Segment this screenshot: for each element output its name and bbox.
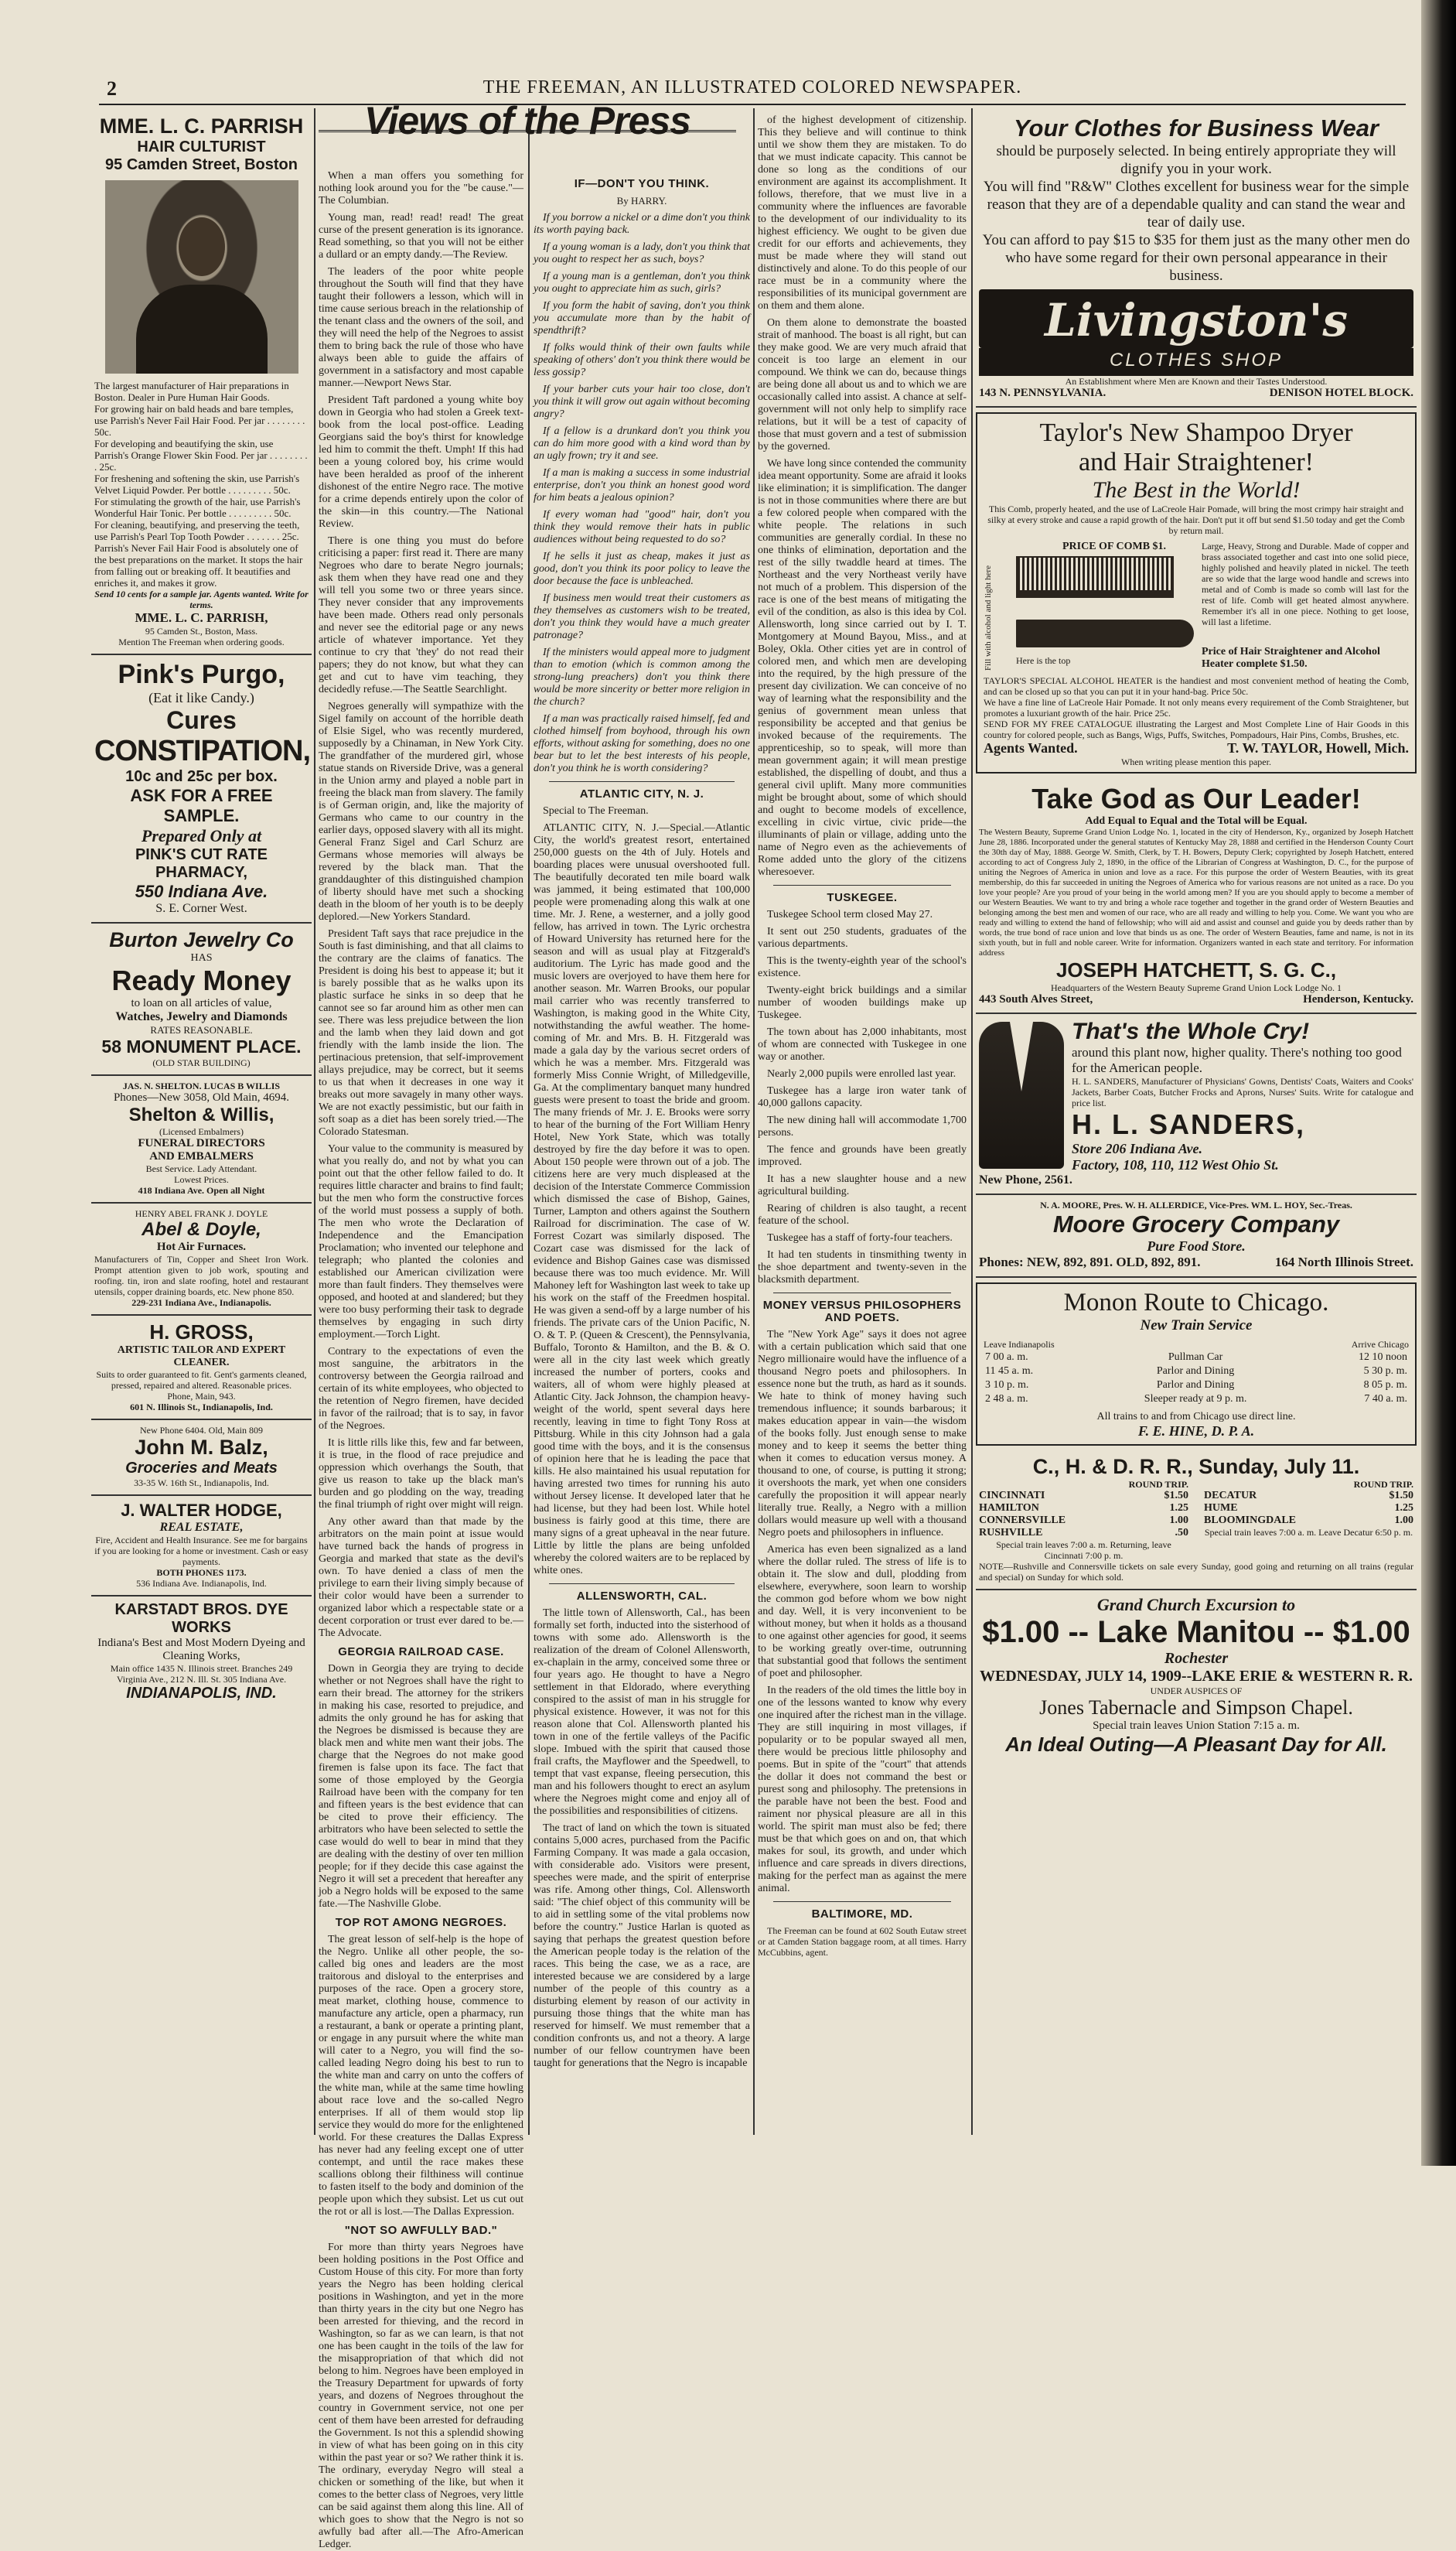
article-paragraph: of the highest development of citizenship. This they believe and will continue to think until we show them they are mistaken. To do that we must indicate capacity. This cannot be done so long as the conditions of our environment are against its accomplishment. It follows, therefore, that we must live in a community where the influences are favorable to the development of our individuality to its highest efficiency. We ought to be given due credit for our efforts and achievements, they must be made where they will stand out distinctively and alone. To do this people of our race must be in a community where the responsibilities of its municipal government are on them and them alone.: [758, 114, 967, 312]
section-heading: IF—DON'T YOU THINK.: [574, 177, 710, 190]
article-paragraph: If every woman had "good" hair, don't you think they would remove their hats in public audiences without being requested to do so?: [534, 509, 750, 545]
column-ads-left: [91, 114, 312, 2133]
clothes-p1: should be purposely selected. In being entirely appropriate they will dignify you in your work.: [996, 143, 1396, 177]
karstadt-address: Main office 1435 N. Illinois street. Branches 249 Virginia Ave., 212 N. Ill. St. 305 Indiana Ave.: [110, 1663, 293, 1685]
parrish-item: For freshening and softening the skin, use Parrish's Velvet Liquid Powder. Per bottle . . . . . . . . . 50c.: [94, 473, 300, 496]
section-heading: TUSKEGEE.: [827, 891, 898, 904]
western-beauty-ad: [976, 778, 1417, 1014]
parrish-ad: [91, 114, 312, 655]
section-heading: ATLANTIC CITY, N. J.: [579, 787, 704, 801]
pinks-title: Pink's Purgo,: [118, 660, 285, 689]
monon-leave: Leave Indianapolis: [984, 1339, 1055, 1350]
chd-note: NOTE—Rushville and Connersville tickets on sale every Sunday, good going and returning on all trains (regular and special) on Sunday for which sold.: [979, 1561, 1413, 1583]
lake-date: WEDNESDAY, JULY 14, 1909--LAKE ERIE & WESTERN R. R.: [979, 1668, 1413, 1685]
parrish-item: For cleaning, beautifying, and preserving the teeth, use Parrish's Pearl Top Tooth Powder . . . . . . . 25c.: [94, 519, 300, 542]
sanders-store: Store 206 Indiana Ave.: [1072, 1141, 1203, 1156]
parrish-mention: Mention The Freeman when ordering goods.: [118, 637, 285, 647]
column-ads-right: [976, 114, 1417, 2133]
schedule-row: [984, 1364, 1409, 1378]
article-paragraph: It is little rills like this, few and far between, it is true, in the flood of race prejudice and oppression which overhangs the South, that give us reason to take up the black man's burden and go plodding on the way, treading the final triumph of right over might will reign.: [319, 1437, 523, 1511]
pinks-ask: ASK FOR A FREE SAMPLE.: [130, 786, 273, 825]
gross-sub: ARTISTIC TAILOR AND EXPERT CLEANER.: [117, 1344, 286, 1368]
article-paragraph: If a man was practically raised himself, fed and clothed himself from boyhood, through his own efforts, without asking for something, does no one bear but to let the best interests of his people, don't you think he is worth considering?: [534, 713, 750, 774]
comb-illustration: [1016, 556, 1174, 598]
livingston-logo: Livingston's: [979, 289, 1413, 348]
article-paragraph: We have long since contended the community idea meant opportunity. Some are afraid it looks like elimination; it is simplification. The danger is not in those communities where there are but a few colored people when compared with the white people. The relations in such communities are generally cordial. In these no one thinks of elimination, deportation and the rest of the silly twaddle heard at times. The Northeast and the very Northeast verily have not much of a problem. This dispersion of the race is one of the best means of mitigating the evil of the condition, as also is this idea by Col. Allensworth, long since carried out by I. T. Montgomery at Mound Bayou, Miss., and at Boley, Okla. Other cities yet are in control of colored men, and which men are developing into the required, by the high pressure of the present day civilization. We can conceive of no way of learning what the responsibility and the genius of government mean unless that responsibility be accepted and that genius be invoked because of the requirements. The apprenticeship, so to speak, will more than mean government again; it will mean prestige established, the dispelling of doubt, and thus a general civil uplift. Many more communities might be brought about, some of which should and ought to become models of excellence, excelling in civic virtue, civic pride—the illuminants of plain or village, adding unto the name of Negro even as the achievements of Rome added unto the glory of the citizens wheresoever.: [758, 458, 967, 878]
depart-time: 7 00 a. m.: [985, 1351, 1028, 1363]
hodge-phones: BOTH PHONES 1173.: [156, 1567, 247, 1578]
fare: 1.25: [1394, 1502, 1413, 1514]
shelton-ad: [91, 1076, 312, 1204]
column-rule: [971, 108, 973, 2135]
article-paragraph: Twenty-eight brick buildings and a similar number of wooden buildings make up Tuskegee.: [758, 985, 967, 1021]
article-paragraph: Contrary to the expectations of even the most sanguine, the arbitrators in the controversy between the Georgia railroad and certain of its white employees, who objected to the retention of Negro firemen, have decided in favor of the railroad; that is to say, in favor of the Negroes.: [319, 1346, 523, 1432]
parrish-subtitle: HAIR CULTURIST: [137, 138, 266, 155]
train-type: Sleeper ready at 9 p. m.: [1144, 1393, 1247, 1405]
lake-title: Grand Church Excursion to: [1096, 1595, 1296, 1614]
god-name: JOSEPH HATCHETT, S. G. C.,: [1055, 958, 1337, 982]
pinks-sub: (Eat it like Candy.): [148, 690, 254, 705]
karstadt-sub: Indiana's Best and Most Modern Dyeing and Cleaning Works,: [97, 1637, 305, 1662]
article-paragraph: When a man offers you something for nothing look around you for the "be cause."—The Columbian.: [319, 170, 523, 207]
taylor-ad: [976, 412, 1417, 773]
article-paragraph: If a young man is a gentleman, don't you think you ought to appreciate him as such, girls?: [534, 271, 750, 295]
train-type: Pullman Car: [1168, 1351, 1223, 1363]
article-paragraph: The Freeman can be found at 602 South Eutaw street or at Camden Station baggage room, at all times. Harry McCubbins, agent.: [758, 1925, 967, 1958]
newspaper-title: THE FREEMAN, AN ILLUSTRATED COLORED NEWSPAPER.: [482, 77, 1022, 97]
article-paragraph: If a young woman is a lady, don't you think that you ought to respect her as such, boys?: [534, 241, 750, 265]
arrive-time: 5 30 p. m.: [1363, 1365, 1407, 1377]
column-views-2: [534, 172, 750, 2133]
pinks-price: 10c and 25c per box.: [125, 768, 278, 785]
burton-loan: to loan on all articles of value,: [131, 997, 272, 1009]
clothes-title: Your Clothes for Business Wear: [1014, 114, 1379, 142]
depart-time: 2 48 a. m.: [985, 1393, 1028, 1405]
hodge-address: 536 Indiana Ave. Indianapolis, Ind.: [136, 1578, 267, 1589]
straightener-illustration: [1016, 620, 1194, 647]
moore-title: Moore Grocery Company: [1052, 1211, 1340, 1238]
article-paragraph: Young man, read! read! read! The great curse of the present generation is its ignorance. Read something, so that you will not be either a dullard or an empty dandy.—The Review.: [319, 212, 523, 261]
byline: By HARRY.: [616, 195, 667, 207]
article-paragraph: Down in Georgia they are trying to decide whether or not Negroes shall have the right to earn their bread. The attorney for the strikers in making his case, resorted to prejudice, and admits the only ground he has for asking that the Negroes be dismissed is because they are black men and white men want their jobs. The charge that the Negroes do not make good firemen is false upon its face. The fact that some of those employed by the Georgia Railroad have been with the company for ten and fifteen years is the best evidence that can be cited to prove their efficiency. The arbitrators who have been selected to settle the case would do well to bear in mind that they are dealing with the destiny of over ten million people; for if they decide this case against the Negro it will set a precedent that hereafter any job a Negro holds will be exposed to the same fate.—The Nashville Globe.: [319, 1663, 523, 1910]
schedule-row: [984, 1392, 1409, 1406]
divider: [773, 885, 951, 886]
abel-address: 229-231 Indiana Ave., Indianapolis.: [131, 1297, 271, 1308]
sanders-phone: New Phone, 2561.: [979, 1173, 1072, 1187]
article-paragraph: If a man is making a success in some industrial enterprise, don't you think an honest good word for him beats a jealous opinion?: [534, 467, 750, 504]
section-heading: TOP ROT AMONG NEGROES.: [335, 1916, 507, 1929]
parrish-intro: The largest manufacturer of Hair preparations in Boston. Dealer in Pure Human Hair Goods.: [94, 380, 289, 403]
parrish-item: For stimulating the growth of the hair, use Parrish's Wonderful Hair Tonic. Per bottle . . . . . . . . . 50c.: [94, 496, 301, 519]
sanders-lead: around this plant now, higher quality. There's nothing too good for the American people.: [1072, 1045, 1402, 1075]
destination: BLOOMINGDALE: [1204, 1515, 1297, 1526]
moore-address: 164 North Illinois Street.: [1274, 1255, 1413, 1269]
article-paragraph: The little town of Allensworth, Cal., has been formally set forth, inducted into the sisterhood of towns with some ado. Allensworth is the realization of the dream of Colonel Allensworth, ex-chaplain in the army, conceived some three or four years ago. He thought to have a Negro settlement in that Eldorado, where everything conspired to the assist of man in his struggle for physical existence. However, it was not for this reason alone that Col. Allensworth planted his town in one of the fertile valleys of the Pacific slope. Imbued with the spirit that caused those frail crafts, the Mayflower and the Speedwell, to tempt that vast expanse, fleeing persecution, this man and his followers thought to erect an asylum where the Negroes might come and enjoy all of the possibilities and responsibilities of citizens.: [534, 1607, 750, 1817]
shelton-phones: Phones—New 3058, Old Main, 4694.: [113, 1091, 290, 1104]
arrive-time: 12 10 noon: [1359, 1351, 1407, 1363]
divider: [549, 1583, 735, 1584]
chd-title: C., H. & D. R. R., Sunday, July 11.: [1032, 1455, 1360, 1478]
section-heading: GEORGIA RAILROAD CASE.: [338, 1645, 504, 1658]
taylor-name: T. W. TAYLOR, Howell, Mich.: [1227, 740, 1409, 756]
livingston-logo-sub: CLOTHES SHOP: [979, 348, 1413, 376]
article-paragraph: For more than thirty years Negroes have been holding positions in the Post Office and Custom House of this city. For more than forty years the Negro has been holding clerical positions in Washington, and yet in the more than thirty years in the city but one Negro has been arrested for thieving, and the record in Washington, so far as we can learn, is that not one has been caught in the toils of the law for the misappropriation of that which did not belong to him. Negroes have been employed in the Treasury Department for upwards of forty years, and dozens of Negroes throughout the country in Government service, not one per cent of them have been arrested for defrauding the Government. Is not this a splendid showing in view of what has been going on in this city within the past year or so? We rather think it is. The ordinary, everyday Negro will steal a chicken or something of the like, but when it comes to the better class of Negroes, very little can be said against them along this line. All of which goes to show that the Negro is not so awfully bad after all.—The Afro-American Ledger.: [319, 2242, 523, 2550]
shelton-names: JAS. N. SHELTON. LUCAS B WILLIS: [122, 1081, 281, 1091]
destination: RUSHVILLE: [979, 1527, 1043, 1538]
article-paragraph: The leaders of the poor white people throughout the South will find that they have taught their followers a lesson, which will in time cause serious breach in the relationship of the tenant class and the owners of the soil, and they will need the help of the Negroes to assist them to bring back the rule of those who have always been able to guide the affairs of government in a satisfactory and most capable manner.—Newport News Star.: [319, 266, 523, 389]
column-rule: [753, 108, 755, 2135]
page-binding-edge: [1421, 0, 1456, 2166]
article-paragraph: ATLANTIC CITY, N. J.—Special.—Atlantic City, the world's greatest resort, entertained 250,000 guests on the 4th of July. Hotels and boarding places were unusual overshooted full. The beautifully decorated ten mile board walk was jammed, it being estimated that 100,000 people were promenading along this walk at one time. Mr. J. Rene, a westerner, and a jolly good fellow, has arrived in town. The Lyric orchestra of Howard University has returned here for the season and will as usual play at Fitzgerald's auditorium. The Lyric has made good and the music lovers are overjoyed to have them here for another season. Mr. Warren Brooks, our popular mail carrier who was recently transferred to Washington, is making good in the White City, notwithstanding the awful weather. The home-coming of Mr. and Mrs. B. H. Fitzgerald was made a gala day by the various secret orders of which he was a member. Mrs. Fitzgerald was formerly Miss Connie Wright, of Milledgeville, Ga. At the complimentary banquet many hundred guests were present to toast the bride and groom. The many friends of Mr. J. E. Brooks were sorry to hear of the burning of the Fort William Henry Hotel, New York State, which was totally destroyed by fire the day before it was to open. About 150 people were thrown out of a job. The citizens here are very much displeased at the decision of the Interstate Commerce Commission which dismissed the case of Bishop, Gaines, Turner, Lampton and others against the Southern Railroad for discrimination. The case of W. Forrest Cozart was similarly disposed. The Cozart case was dismissed for the lack of evidence and Bishop Gaines case was dismissed because there was too much evidence. Mr. Will Mahoney left for Washington last week to take up his work on the staff of the Freedmen hospital. He was given a send-off by a large number of his friends. The private cars of the Union Pacific, N. O. & T. P. (Queen & Crescent), the Pennsylvania, Buffalo, Toronto & Hamilton, and the B. & O. were all in the city last week which greatly increased the number of porters, cooks and waiters, all of whom were highly pleased at Atlantic City. Jack Johnson, the champion heavy-weight of the world, spent several days here recently, leaving in time to fight Tony Ross at Pittsburg. While in this city Johnson had a gala good time with the boys, and it is the consensus of opinion here that he is leading the pace that kills. He also maintained his usual reputation for having arrested two times for running his auto without Jersey license. It developed later that he had license, but they had been lost. While hotel business is fairly good at this time, there are many signs of a great upheaval in the near future. Little by little the plans are being unfolded whereby the colored waiters are to be replaced by white ones.: [534, 822, 750, 1576]
fare: $1.50: [1164, 1490, 1188, 1501]
taylor-special: TAYLOR'S SPECIAL ALCOHOL HEATER is the handiest and most convenient method of heating the Comb, and can be closed up so that you can put it in your hand-bag. Price 50c.: [984, 675, 1409, 697]
page-header: [99, 76, 1406, 105]
monon-title: Monon Route to Chicago.: [1063, 1289, 1329, 1316]
clothes-address: 143 N. PENNSYLVANIA.: [979, 387, 1106, 399]
gross-ad: [91, 1316, 312, 1420]
taylor-side-note: Fill with alcohol and light here: [984, 565, 993, 671]
shelton-licensed: (Licensed Embalmers): [159, 1126, 244, 1137]
destination: HUME: [1204, 1502, 1238, 1514]
parrish-item: For developing and beautifying the skin, use Parrish's Orange Flower Skin Food. Per jar . . . . . . . . . 25c.: [94, 438, 308, 473]
portrait-photo: [105, 180, 298, 374]
balz-sub: Groceries and Meats: [125, 1460, 278, 1477]
article-paragraph: It had ten students in tinsmithing twenty in the shoe department and twenty-seven in the blacksmith department.: [758, 1249, 967, 1286]
moore-phones: Phones: NEW, 892, 891. OLD, 892, 891.: [979, 1255, 1201, 1269]
comb-description: Large, Heavy, Strong and Durable. Made of copper and brass associated together and cast into one solid piece, highly polished and heavily plated in nickel. The teeth are so wide that the large wood handle and screws into metal and of Comb is made so comb will last for the rest of life. Comb will get heated almost anywhere. Remember it's all in one piece. Nothing to get loose, will last a lifetime.: [1202, 541, 1409, 627]
burton-items: Watches, Jewelry and Diamonds: [115, 1010, 288, 1023]
train-type: Parlor and Dining: [1156, 1365, 1235, 1377]
burton-has: HAS: [190, 952, 213, 964]
god-title: Take God as Our Leader!: [1031, 783, 1361, 814]
article-paragraph: President Taft pardoned a young white boy down in Georgia who had stolen a Greek text-book from the local post-office. Leading Georgians said the boy's thirst for knowledge led him to commit the theft. Umph! If this had been a young colored boy, his crime would have been heralded as proof of the inherent dishonest of the entire Negro race. The motive for a crime depends entirely upon the color of the skin—in this country.—The National Review.: [319, 394, 523, 530]
destination: CINCINNATI: [979, 1490, 1045, 1501]
section-heading: BALTIMORE, MD.: [811, 1907, 913, 1921]
gross-title: H. GROSS,: [149, 1320, 254, 1344]
god-body: The Western Beauty, Supreme Grand Union Lodge No. 1, located in the city of Henderson, Ky., organized by Joseph Hatchett June 28, 1886. Incorporated under the general statutes of Kentucky May 28, 1888 and certified in the Henderson County Court the 30th day of May, 1888. George W. Smith, Clerk, by T. H. Bowers, Deputy Clerk; copyrighted by Joseph Hatchett, entered according to act of Congress July 2, 1890, in the office of the Librarian of Congress at Washington, D. C., for the purpose of uniting the Negroes of America in union and love as a race. For this purpose the order of Western Beauties, with its great membership, do this far succeeded in uniting the Negroes of America who for various reasons are not united as a race. Do you love your people? Are you proud of your being in the world among men? If you are you should apply to become a member of our Western Beauties. We want to try and bring a whole race together and together in the grand order of Western Beauties and belonging among the best men and women of our race, who are all ready and willing to help you. Come. We want you who are ready and willing to extend the hand of fellowship; who will aid and assist and counsel and guide you by deeds rather than by words, the true bond of race union and love that binds us as one. The order of Western Beauties, fame and name, is not in its sixth youth, but in full and noble career. Write for information. Organizers wanted in each state and territory. For information address: [979, 828, 1413, 958]
article-paragraph: It sent out 250 students, graduates of the various departments.: [758, 926, 967, 950]
clothes-block: DENISON HOTEL BLOCK.: [1269, 387, 1413, 399]
article-paragraph: On them alone to demonstrate the boasted strait of manhood. The boast is all right, but can they make good. We are very much afraid that conceit is too large an element in our compound. We think we can do, because things are being done all about us and to which we are occasionally called into assist. A chance at self-government will not only help to simplify race relations, but it will be a test of capacity of those that must govern and a test of submission by the governed.: [758, 317, 967, 452]
shelton-lowest: Lowest Prices.: [174, 1174, 229, 1185]
schedule-row: [984, 1378, 1409, 1392]
article-paragraph: If the ministers would appeal more to judgment than to emotion (which is common among the strong-lung preachers) don't you think there would be more sincerity or better more religion in the church?: [534, 647, 750, 708]
arrive-time: 8 05 p. m.: [1363, 1379, 1407, 1391]
pinks-purgo-ad: [91, 655, 312, 924]
monon-schedule: [984, 1351, 1409, 1406]
round-trip-label: ROUND TRIP.: [1128, 1479, 1188, 1490]
destination: HAMILTON: [979, 1502, 1039, 1514]
sanders-ad: [976, 1014, 1417, 1195]
burton-ready: Ready Money: [111, 965, 292, 996]
monon-arrive: Arrive Chicago: [1351, 1339, 1409, 1350]
destination: DECATUR: [1204, 1490, 1257, 1501]
article-paragraph: There is one thing you must do before criticising a paper: first read it. There are many Negroes who dare to berate Negro journals; ask them when they have read one and they will tell you some two or three years since. They never consider that any improvements have been made. Others read only personals and never see the editorial page or any news article of whatever importance. Yet they continue to cry that 'they' do not read their papers; they do not know, but what they can get and cut to have vim teaching, they decidedly refuse.—The Seattle Searchlight.: [319, 535, 523, 695]
gross-phone: Phone, Main, 943.: [167, 1391, 236, 1402]
parrish-note: Parrish's Never Fail Hair Food is absolutely one of the best preparations on the market. It stops the hair from falling out or breaking off. It beautifies and enriches it, and makes it grow.: [94, 542, 303, 589]
depart-time: 11 45 a. m.: [985, 1365, 1034, 1377]
article-paragraph: If a fellow is a drunkard don't you think you can do him more good with a kind word than by an ugly frown; try it and see.: [534, 425, 750, 462]
karstadt-ad: [91, 1597, 312, 1709]
fare: .50: [1175, 1527, 1188, 1538]
article-paragraph: Nearly 2,000 pupils were enrolled last year.: [767, 1068, 956, 1080]
fare: $1.50: [1389, 1490, 1413, 1501]
section-heading: ALLENSWORTH, CAL.: [576, 1590, 708, 1603]
article-paragraph: If your barber cuts your hair too close, don't you think it will grow out again without becoming angry?: [534, 384, 750, 420]
article-paragraph: Rearing of children is also taught, a recent feature of the school.: [758, 1203, 967, 1227]
article-paragraph: Any other award than that made by the arbitrators on the main point at issue would have turned back the hands of progress in Georgia and marked that state as the devil's own. To have denied a class of men the privilege to earn their living simply because of their color would have been a surrender to organized labor which a respectable state or a decent corporation or trust ever dared to be.—The Advocate.: [319, 1516, 523, 1639]
moore-ad: [976, 1195, 1417, 1278]
god-address: 443 South Alves Street,: [979, 993, 1093, 1006]
sanders-factory: Factory, 108, 110, 112 West Ohio St.: [1072, 1157, 1279, 1173]
hodge-sub: REAL ESTATE,: [159, 1521, 244, 1534]
section-heading: "NOT SO AWFULLY BAD.": [344, 2224, 498, 2237]
parrish-address: 95 Camden Street, Boston: [105, 156, 298, 173]
sanders-body: H. L. SANDERS, Manufacturer of Physicians' Gowns, Dentists' Coats, Waiters and Cooks' Jackets, Barber Coats, Butcher Frocks and Aprons, Nurses' Suits. Write for catalogue and price list.: [1072, 1076, 1413, 1108]
clothes-p3: You can afford to pay $15 to $35 for them just as the many other men do who have some regard for their own personal appearance in their business.: [982, 232, 1410, 284]
sanders-name: H. L. SANDERS,: [1072, 1108, 1306, 1140]
hodge-title: J. WALTER HODGE,: [121, 1501, 282, 1520]
parrish-signature: MME. L. C. PARRISH,: [135, 610, 268, 625]
monon-sub: New Train Service: [1140, 1317, 1253, 1334]
depart-time: 3 10 p. m.: [985, 1379, 1029, 1391]
abel-names: HENRY ABEL FRANK J. DOYLE: [135, 1208, 268, 1219]
god-sub: Add Equal to Equal and the Total will be Equal.: [1085, 815, 1308, 827]
sanders-title: That's the Whole Cry!: [1072, 1019, 1310, 1044]
taylor-send: SEND FOR MY FREE CATALOGUE illustrating the Largest and Most Complete Line of Hair Goods in this country for colored people, such as Bangs, Wigs, Puffs, Switches, Pompadours, Hair Pins, Combs, Brushes, etc.: [984, 719, 1409, 740]
lake-church: Jones Tabernacle and Simpson Chapel.: [1039, 1696, 1353, 1719]
column-news: [758, 114, 967, 2133]
article-paragraph: If you form the habit of saving, don't you think you accumulate more than by the habit of spendthrift?: [534, 300, 750, 336]
livingston-ad: [976, 114, 1417, 408]
lake-train: Special train leaves Union Station 7:15 a. m.: [1093, 1719, 1300, 1732]
shelton-service: Best Service. Lady Attendant.: [145, 1163, 257, 1174]
views-masthead: [319, 99, 736, 170]
shelton-funeral: FUNERAL DIRECTORS: [138, 1137, 265, 1149]
taylor-pomade: We have a fine line of LaCreole Hair Pomade. It not only means every requirement of the Comb Straightener, but promotes a luxuriant growth of the hair. Price 25c.: [984, 697, 1409, 719]
pinks-address: 550 Indiana Ave.: [135, 882, 268, 901]
fare: 1.00: [1394, 1515, 1413, 1526]
lake-price-line: $1.00 -- Lake Manitou -- $1.00: [982, 1615, 1410, 1649]
parrish-item: For growing hair on bald heads and bare temples, use Parrish's Never Fail Hair Food. Per jar . . . . . . . . 50c.: [94, 403, 305, 438]
article-paragraph: This is the twenty-eighth year of the school's existence.: [758, 955, 967, 979]
fare: 1.00: [1169, 1515, 1188, 1526]
hodge-ad: [91, 1496, 312, 1597]
god-city: Henderson, Kentucky.: [1303, 993, 1413, 1006]
parrish-signature-address: 95 Camden St., Boston, Mass.: [145, 626, 258, 637]
clothes-p2: You will find "R&W" Clothes excellent for business wear for the simple reason that they are of a dependable quality and can stand the wear and tear of daily use.: [983, 179, 1410, 231]
views-masthead-text: Views of the Press: [319, 114, 736, 132]
balz-address: 33-35 W. 16th St., Indianapolis, Ind.: [134, 1477, 269, 1488]
divider: [549, 781, 735, 782]
monon-agent: F. E. HINE, D. P. A.: [1137, 1423, 1255, 1439]
pinks-cures: Cures: [166, 706, 237, 734]
balz-title: John M. Balz,: [135, 1436, 268, 1459]
chd-ad: [976, 1450, 1417, 1590]
karstadt-city: INDIANAPOLIS, IND.: [126, 1685, 277, 1702]
article-paragraph: If you borrow a nickel or a dime don't you think its worth paying back.: [534, 212, 750, 236]
abel-body: Manufacturers of Tin, Copper and Sheet Iron Work. Prompt attention given to job work, spouting and roofing. tin, iron and slate roofing, hotel and restaurant utensils, copper draining boards, etc. New phone 850.: [94, 1254, 309, 1297]
hodge-body: Fire, Accident and Health Insurance. See me for bargains if you are looking for a home or investment. Cash or easy payments.: [94, 1535, 309, 1567]
section-heading: MONEY VERSUS PHILOSOPHERS AND POETS.: [762, 1299, 962, 1324]
article-paragraph: Your value to the community is measured by what you really do, and not by what you can point out that the other fellow failed to do. It requires little character and brains to find fault; but the men who form the constructive forces of the world must possess a supply of both. The men who wrote the Declaration of Independence and the Emancipation Proclamation; who invented our telephone and telegraph; who planted the colonies and established our American civilization were more than fault finders. They themselves were opposed, and hooted at and slandered; but they were too busy performing their task to degrade themselves by engaging in such dirty employment.—Torch Light.: [319, 1143, 523, 1340]
taylor-title: Taylor's New Shampoo Dryer: [1039, 418, 1353, 447]
heater-label: Here is the top: [1016, 655, 1071, 666]
article-paragraph: The "New York Age" says it does not agree with a certain publication which said that one Negro millionaire would have the influence of a thousand Negro poets and philosophers. In essence none but the truth, as hard as it sounds. We hate to think of money having such tremendous influence; it sounds barbarous; it makes education appear in vain—the wisdom of the books folly. Just enough sense to make money and to keep it seems the better thing when it comes to education versus money. A thousand to one, of course, is putting it strong; it overshoots the mark, yet when one considers carefully the proposition it will appear nearly literally true. Really, a Negro with a million dollars would measure up well with a thousand Negro poets and philosophers in influence.: [758, 1329, 967, 1538]
burton-rates: RATES REASONABLE.: [150, 1024, 253, 1036]
parrish-name: MME. L. C. PARRISH: [99, 114, 304, 138]
round-trip-label: ROUND TRIP.: [1353, 1479, 1413, 1490]
train-type: Parlor and Dining: [1156, 1379, 1235, 1391]
destination: CONNERSVILLE: [979, 1515, 1066, 1526]
taylor-intro: This Comb, properly heated, and the use of LaCreole Hair Pomade, will bring the most crimpy hair straight and silky at every stroke and cause a rapid growth of the hair. Don't put it off but send $1.50 today and get the Comb by return mail.: [987, 504, 1405, 536]
shelton-embalmers: AND EMBALMERS: [149, 1150, 254, 1163]
article-paragraph: Tuskegee has a staff of forty-four teachers.: [767, 1232, 953, 1244]
fare: 1.25: [1169, 1502, 1188, 1514]
article-paragraph: The great lesson of self-help is the hope of the Negro. Unlike all other people, the so-called big ones and leaders are the most traitorous and disloyal to the enterprises and purposes of the race. Open a grocery store, meat market, clothing house, commence to manufacture any article, open a pharmacy, run a restaurant, a bank or operate a printing plant, or engage in any pursuit where the white man will cater to a Negro, you will find the so-called leading Negro doing his best to run to the white man and carry on unto the coffers of the white man, while at the same time howling about race love and the so-called Negro enterprises. If all of them would stop lip service they would do more for the enlightened world. For these creatures the Dallas Express has never had any feeling except one of utter contempt, and until the race makes these scallions oblong their filthiness will continue to fasten itself to the body and dominion of the people upon which they subsist. Let us cut out the rot or all is lost.—The Dallas Expression.: [319, 1934, 523, 2218]
moore-sub: Pure Food Store.: [1147, 1238, 1246, 1254]
article-paragraph: President Taft says that race prejudice in the South is fast diminishing, and that all claims to the contrary are the claims of fanatics. The President is doing his best to appease it; but it is barely possible that as he walks upon its plastic surface he sinks in so deep that he cannot see so far around him as other men can see. There was less prejudice between the lion and the lamb when they laid down and got friendly with the lamb inside the lion. The pertinacious pretension, that self-improvement allays prejudice, may be correct, but it seems to us that when it decreases in one way it breaks out more savagely in many other ways. We are not exactly pessimistic, but our faith in soft soap as a diet has been sorely tried.—The Colorado Statesman.: [319, 928, 523, 1138]
lake-auspices: UNDER AUSPICES OF: [1150, 1685, 1243, 1696]
clothes-establishment: An Establishment where Men are Known and their Tastes Understood.: [1065, 376, 1328, 387]
lake-rochester: Rochester: [1164, 1650, 1229, 1667]
pinks-pharmacy: PINK'S CUT RATE PHARMACY,: [135, 846, 268, 881]
taylor-best: The Best in the World!: [1092, 477, 1301, 503]
article-paragraph: If he sells it just as cheap, makes it just as good, don't you think its poor policy to leave the door because the face is unbleached.: [534, 551, 750, 587]
article-paragraph: It has a new slaughter house and a new agricultural building.: [758, 1173, 967, 1197]
balz-phones: New Phone 6404. Old, Main 809: [140, 1425, 263, 1436]
pinks-constipation: CONSTIPATION,: [94, 735, 311, 767]
article-paragraph: Tuskegee has a large iron water tank of 40,000 gallons capacity.: [758, 1085, 967, 1109]
article-paragraph: Negroes generally will sympathize with the Sigel family on account of the horrible death of Elsie Sigel, who was recently murdered, supposedly by a Chinaman, in New York City. The grandfather of the murdered girl, whose statue stands on Riverside Drive, was a general in the Union army and played a noble part in freeing the black man from slavery. The family is of German origin, and, like the majority of Germans who came to our country in the earlier days, opposed slavery with all its might. General Franz Sigel and Carl Schurz are Germans whose memories will always be revered by the black man. That the granddaughter of this distinguished champion of liberty should have met such a shocking death in the bloom of her youth is to be deeply deplored.—New Yorkers Standard.: [319, 701, 523, 923]
burton-place: 58 MONUMENT PLACE.: [101, 1036, 302, 1057]
article-paragraph: Tuskegee School term closed May 27.: [767, 909, 933, 920]
burton-bldg: (OLD STAR BUILDING): [152, 1057, 251, 1068]
monon-note: All trains to and from Chicago use direct line.: [1096, 1411, 1296, 1422]
article-paragraph: America has even been signalized as a land where the dollar ruled. The stress of life is to obtain it. The slow and dull, plodding from elsewhere, everywhere, soon learn to worship the common god before whom we bow night and day. Well, it is very inconvenient to be without money, but when it holds as a thousand to one against other agencies for good, it seems to be working greatly over-time, outrunning that substantial good that follows the sentiment of poet and philosopher.: [758, 1544, 967, 1679]
article-paragraph: Special to The Freeman.: [543, 805, 649, 817]
balz-ad: [91, 1420, 312, 1496]
god-hq: Headquarters of the Western Beauty Supreme Grand Union Lock Lodge No. 1: [1050, 982, 1342, 993]
gross-address: 601 N. Illinois St., Indianapolis, Ind.: [130, 1402, 273, 1412]
column-rule: [314, 108, 315, 2135]
taylor-mention: When writing please mention this paper.: [1121, 756, 1271, 767]
article-paragraph: The fence and grounds have been greatly improved.: [758, 1144, 967, 1168]
abel-title: Abel & Doyle,: [142, 1219, 261, 1240]
article-paragraph: If business men would treat their customers as they themselves as customers wish to be treated, don't you think they would have a much greater patronage?: [534, 593, 750, 641]
article-paragraph: The town about has 2,000 inhabitants, most of whom are connected with Tuskegee in one way or another.: [758, 1026, 967, 1063]
article-paragraph: The tract of land on which the town is situated contains 5,000 acres, purchased from the Pacific Farming Company. It was made a gala occasion, with considerable ado. Visitors were present, speeches were made, and the spirit of enterprise was rife. Among other things, Col. Allensworth said: "The chief object of this community will be to aid in settling some of the vital problems now before the country." Justice Harlan is quoted as saying that perhaps the greatest question before the American people today is the relation of the races. This being the case, we as a race, are interested because we are considered by a large number of the people of this country as a disturbing element by reason of our activity in pursuing those things that the white man has reserved for himself. We must remember that a condition confronts us, and not a theory. A large number of our fellow countrymen have been taught for generations that the Negro is incapable: [534, 1822, 750, 2069]
article-paragraph: In the readers of the old times the little boy in one of the lessons wanted to know why every one inquired after the richest man in the village. They are still inquiring in most villages, if popularity or to be popular swayed all men, there would be precious little philosophy and poems. But in spite of the "court" that attends the dollar it does not command the best or purest song and philosophy. The pretensions in the parable have not been the best. Food and raiment nor physical pleasure are all in this world. The spirit man must also be fed; there must be that which goes on and on, that which makes for soul, its growth, and under which influence and care spreads in divers directions, making for the perfect man as against the mere animal.: [758, 1685, 967, 1894]
schedule-row: [984, 1351, 1409, 1364]
burton-ad: [91, 924, 312, 1076]
taylor-title2: and Hair Straightener!: [1079, 448, 1314, 476]
abel-sub: Hot Air Furnaces.: [156, 1241, 247, 1253]
gross-body: Suits to order guaranteed to fit. Gent's garments cleaned, pressed, repaired and altered. Reasonable prices.: [96, 1369, 307, 1391]
arrive-time: 7 40 a. m.: [1364, 1393, 1407, 1405]
parrish-sample: Send 10 cents for a sample jar. Agents wanted. Write for terms.: [94, 589, 309, 610]
column-rule: [528, 108, 530, 2135]
lake-ideal: An Ideal Outing—A Pleasant Day for All.: [1005, 1733, 1387, 1756]
burton-title: Burton Jewelry Co: [109, 928, 294, 951]
article-paragraph: The new dining hall will accommodate 1,700 persons.: [758, 1115, 967, 1139]
heater-price: Price of Hair Straightener and Alcohol Heater complete $1.50.: [1202, 646, 1380, 670]
page-number: 2: [107, 77, 117, 100]
chd-special-1: Special train leaves 7:00 a. m. Returning, leave Cincinnati 7:00 p. m.: [996, 1539, 1171, 1561]
shelton-title: Shelton & Willis,: [128, 1105, 274, 1125]
lake-manitou-ad: [976, 1590, 1417, 1763]
coat-illustration: [979, 1022, 1064, 1169]
pinks-corner: S. E. Corner West.: [155, 902, 247, 915]
pinks-prepared: Prepared Only at: [141, 826, 262, 845]
chd-special-2: Special train leaves 7:00 a. m. Leave Decatur 6:50 p. m.: [1204, 1527, 1413, 1538]
shelton-address: 418 Indiana Ave. Open all Night: [138, 1185, 265, 1196]
abel-doyle-ad: [91, 1204, 312, 1316]
taylor-agents: Agents Wanted.: [984, 740, 1078, 756]
article-paragraph: If folks would think of their own faults while speaking of others' don't you think there would be less gossip?: [534, 342, 750, 378]
divider: [773, 1901, 951, 1902]
monon-ad: [976, 1282, 1417, 1446]
comb-price: PRICE OF COMB $1.: [1062, 541, 1167, 552]
karstadt-title: KARSTADT BROS. DYE WORKS: [114, 1601, 288, 1636]
moore-officers: N. A. MOORE, Pres. W. H. ALLERDICE, Vice-Pres. WM. L. HOY, Sec.-Treas.: [1040, 1200, 1352, 1211]
